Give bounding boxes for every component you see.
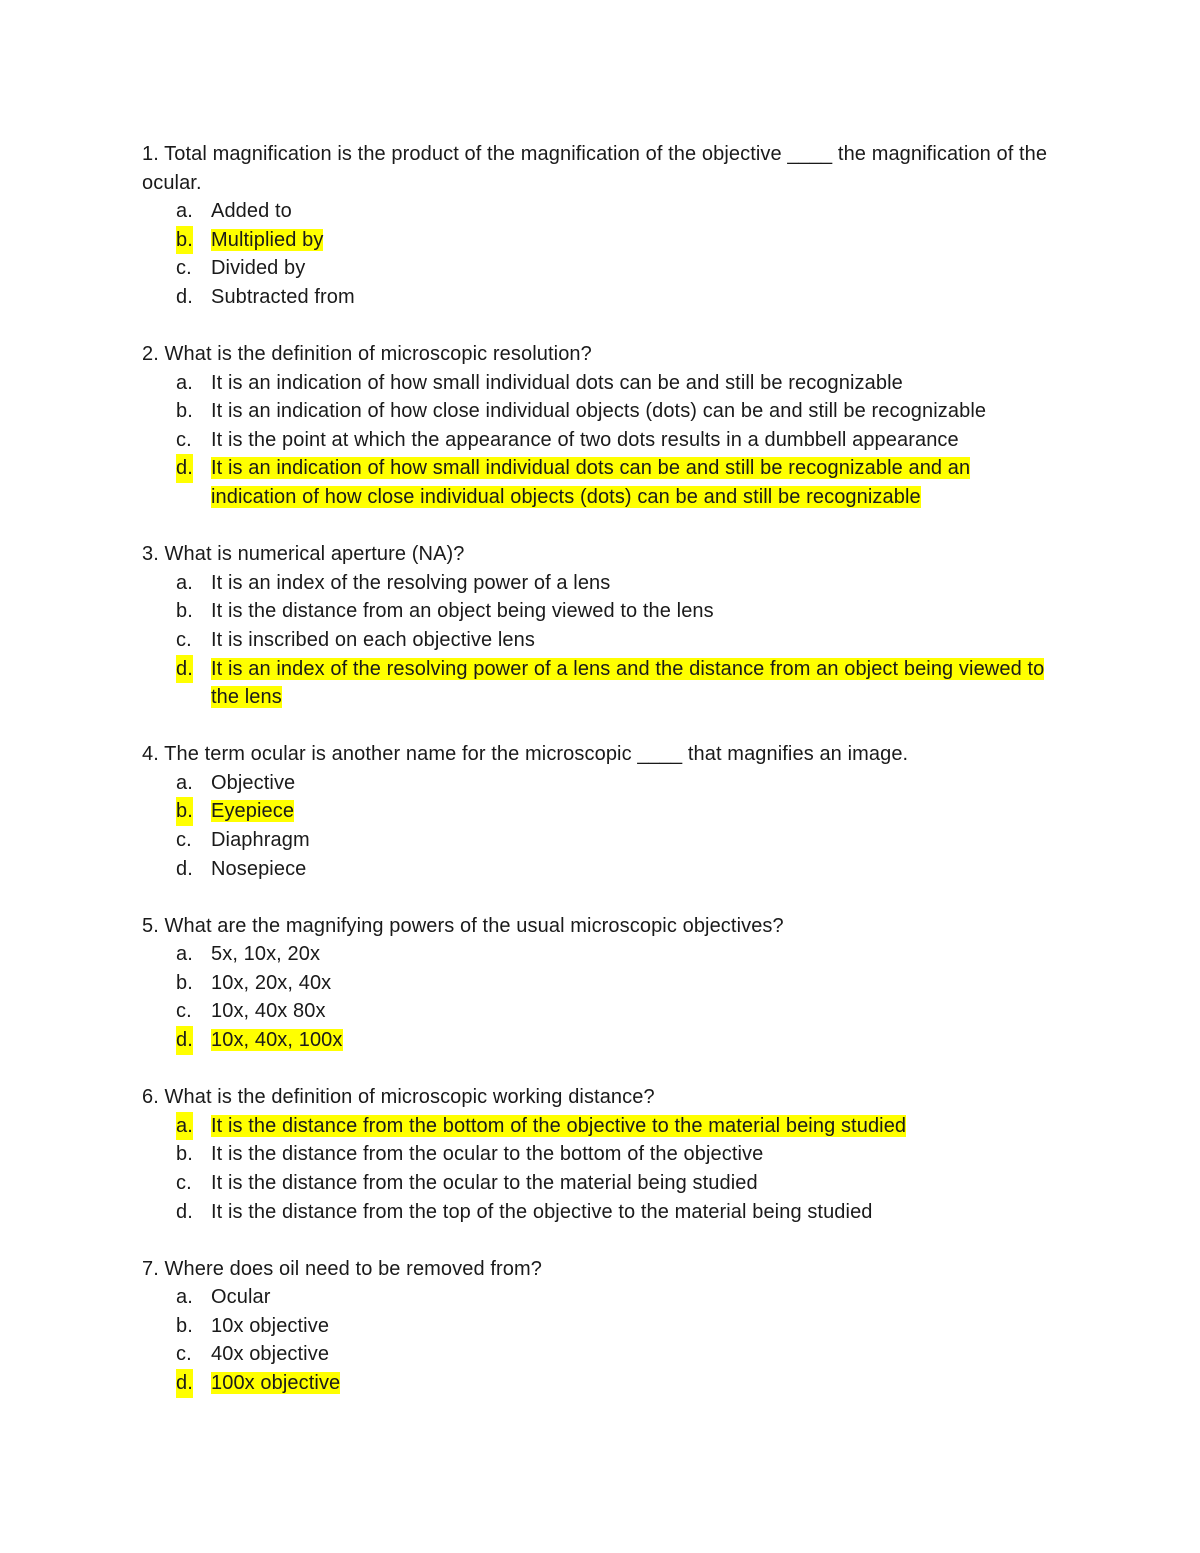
option-letter: d. [176,655,193,684]
option-text: It is an indication of how close individual objects (dots) can be and still be recognizable [211,400,987,423]
correct-answer-text: 100x objective [211,1371,341,1394]
option-letter: d. [176,285,193,308]
option-text: Nosepiece [211,857,307,880]
option-letter: a. [176,371,193,394]
option-letter: b. [176,797,193,826]
option-letter: b. [176,400,193,423]
answer-option [142,397,1052,426]
option-letter: c. [176,428,192,451]
answer-option [142,1283,1052,1312]
question-6 [142,1083,1052,1226]
answer-options [142,769,1052,883]
option-letter: a. [176,571,193,594]
option-text: Divided by [211,257,306,280]
option-text: 10x, 40x 80x [211,1000,326,1023]
question-text: 7. Where does oil need to be removed from? [142,1257,542,1280]
question-text: 3. What is numerical aperture (NA)? [142,543,465,566]
correct-answer-text: Multiplied by [211,228,324,251]
option-text: Objective [211,771,296,794]
option-letter: d. [176,1026,193,1055]
option-letter: a. [176,771,193,794]
option-letter: b. [176,1314,193,1337]
answer-option [142,1198,1052,1227]
answer-options [142,940,1052,1054]
answer-options [142,569,1052,712]
option-letter: c. [176,1171,192,1194]
option-letter: a. [176,200,193,223]
option-text: It is an index of the resolving power of a lens [211,571,611,594]
option-text: It is the distance from the top of the objective to the material being studied [211,1200,873,1223]
option-text: It is the distance from an object being viewed to the lens [211,600,714,623]
option-text: Subtracted from [211,285,355,308]
answer-option [142,569,1052,598]
option-letter: d. [176,1369,193,1398]
question-text: 1. Total magnification is the product of the magnification of the objective ____ the magnification of the ocular. [142,143,1048,194]
question-2 [142,340,1052,512]
answer-option [142,655,1052,712]
option-letter: b. [176,971,193,994]
answer-option [142,826,1052,855]
option-letter: c. [176,257,192,280]
answer-option [142,1169,1052,1198]
option-text: 10x objective [211,1314,330,1337]
question-4 [142,740,1052,883]
option-text: It is an indication of how small individual dots can be and still be recognizable [211,371,903,394]
answer-option [142,997,1052,1026]
option-text: 10x, 20x, 40x [211,971,332,994]
option-text: Ocular [211,1286,271,1309]
option-letter: b. [176,600,193,623]
option-letter: a. [176,943,193,966]
answer-option [142,1112,1052,1141]
answer-option [142,426,1052,455]
answer-option [142,1312,1052,1341]
answer-option [142,1369,1052,1398]
correct-answer-text: 10x, 40x, 100x [211,1029,343,1052]
option-text: It is the point at which the appearance of two dots results in a dumbbell appearance [211,428,959,451]
option-letter: c. [176,828,192,851]
answer-option [142,283,1052,312]
answer-option [142,769,1052,798]
answer-option [142,597,1052,626]
answer-option [142,197,1052,226]
answer-option [142,626,1052,655]
correct-answer-text: It is an indication of how small individual dots can be and still be recognizable and an indication of how close individual objects (dots) can be and still be recognizable [211,457,971,509]
answer-options [142,1112,1052,1226]
option-text: It is inscribed on each objective lens [211,628,535,651]
answer-option [142,369,1052,398]
answer-options [142,197,1052,311]
option-letter: d. [176,857,193,880]
answer-options [142,369,1052,512]
option-text: Diaphragm [211,828,310,851]
question-1 [142,140,1052,312]
answer-option [142,1026,1052,1055]
question-text: 2. What is the definition of microscopic resolution? [142,343,592,366]
answer-option [142,1140,1052,1169]
option-text: It is the distance from the ocular to the bottom of the objective [211,1143,764,1166]
quiz-body [142,140,1052,1426]
option-letter: c. [176,1000,192,1023]
correct-answer-text: It is an index of the resolving power of a lens and the distance from an object being viewed to the lens [211,657,1045,709]
answer-option [142,969,1052,998]
option-text: 5x, 10x, 20x [211,943,321,966]
question-7 [142,1255,1052,1398]
option-letter: c. [176,628,192,651]
answer-option [142,797,1052,826]
option-text: It is the distance from the ocular to the material being studied [211,1171,758,1194]
question-text: 6. What is the definition of microscopic working distance? [142,1086,655,1109]
answer-option [142,226,1052,255]
option-letter: d. [176,1200,193,1223]
question-text: 5. What are the magnifying powers of the usual microscopic objectives? [142,914,784,937]
option-letter: c. [176,1343,192,1366]
option-letter: b. [176,1143,193,1166]
question-5 [142,912,1052,1055]
correct-answer-text: It is the distance from the bottom of the objective to the material being studied [211,1114,907,1137]
question-text: 4. The term ocular is another name for the microscopic ____ that magnifies an image. [142,743,909,766]
answer-option [142,1340,1052,1369]
answer-options [142,1283,1052,1397]
answer-option [142,454,1052,511]
option-letter: b. [176,226,193,255]
question-3 [142,540,1052,712]
option-text: 40x objective [211,1343,330,1366]
answer-option [142,940,1052,969]
option-text: Added to [211,200,292,223]
correct-answer-text: Eyepiece [211,800,295,823]
option-letter: d. [176,454,193,483]
option-letter: a. [176,1286,193,1309]
option-letter: a. [176,1112,193,1141]
answer-option [142,254,1052,283]
answer-option [142,855,1052,884]
